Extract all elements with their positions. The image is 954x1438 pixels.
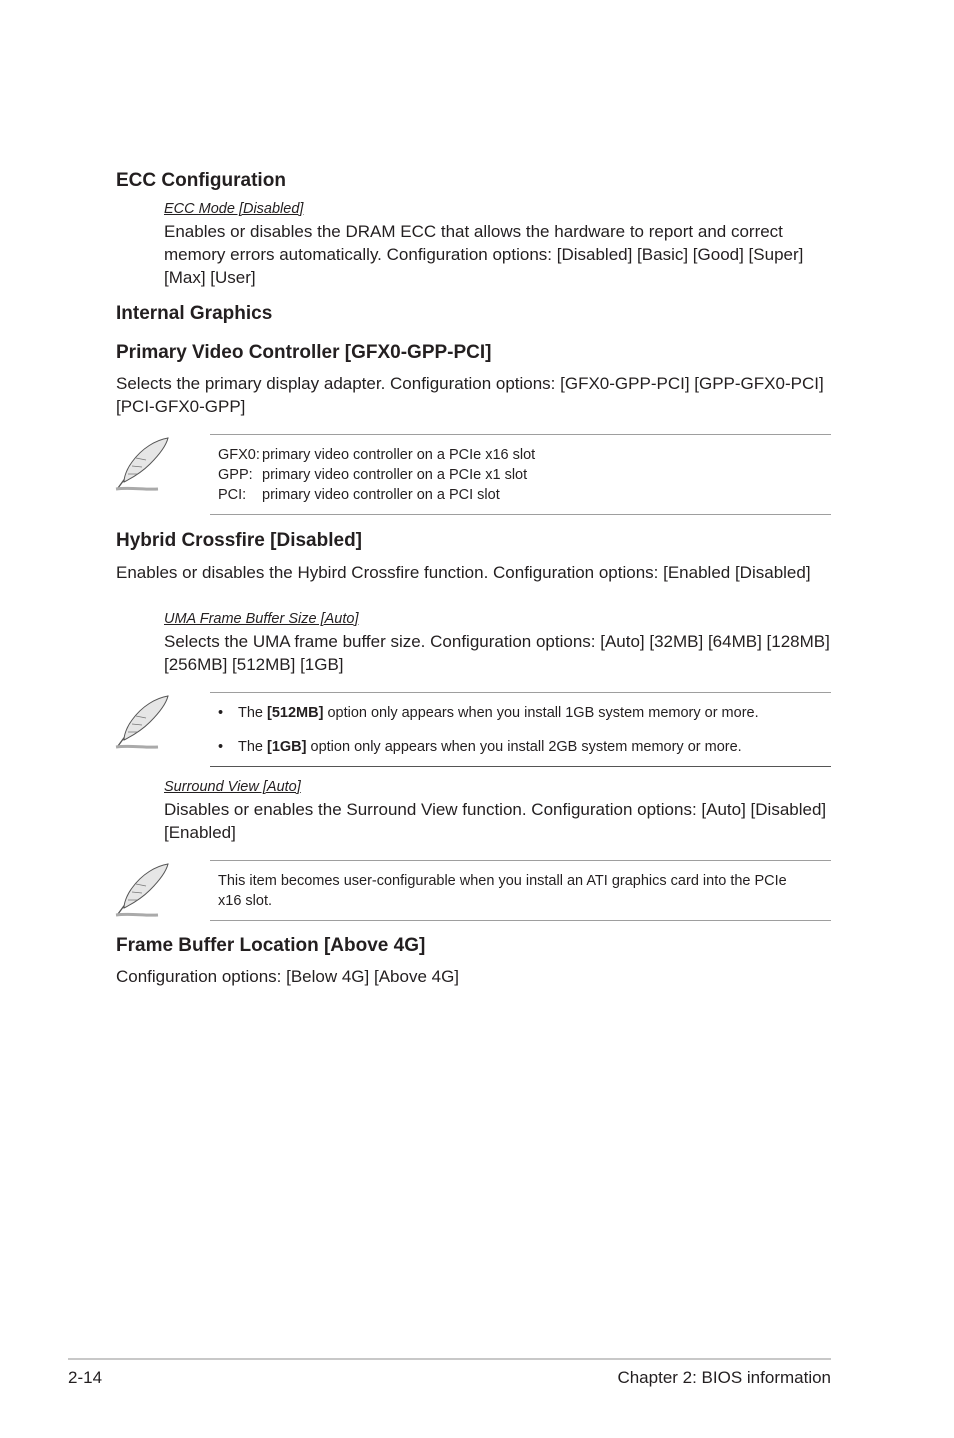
note-text-segment: option only appears when you install 2GB system memory or more. [306, 739, 742, 755]
note-bullet-item [218, 737, 818, 757]
note-row-pci [218, 485, 818, 505]
note-value: primary video controller on a PCIe x16 slot [262, 447, 536, 463]
note-text-segment: The [238, 739, 268, 755]
footer-rule [68, 1358, 831, 1360]
chapter-title: Chapter 2: BIOS information [617, 1368, 831, 1387]
feather-note-icon [112, 692, 174, 752]
section-heading-internal-graphics: Internal Graphics [116, 303, 273, 324]
note-bullet-item [218, 703, 818, 723]
hybrid-crossfire-description: Enables or disables the Hybird Crossfire function. Configuration options: [Enabled [Disabled] [116, 563, 811, 582]
note-key: PCI: [218, 487, 247, 503]
section-heading-ecc: ECC Configuration [116, 170, 286, 191]
note-key: GFX0: [218, 447, 260, 463]
ecc-mode-description: Enables or disables the DRAM ECC that allows the hardware to report and correct memory errors automatically. Configuration options: [Disabled] [Basic] [Good] [Super] [Max] [User] [164, 222, 804, 287]
note-bottom-rule [210, 766, 831, 767]
note-bottom-rule [210, 920, 831, 921]
note-bold-value: [512MB] [267, 705, 324, 721]
note-value: primary video controller on a PCI slot [262, 487, 500, 503]
section-heading-frame-buffer-location: Frame Buffer Location [Above 4G] [116, 935, 426, 956]
bullet-dot: • [218, 739, 224, 755]
feather-note-icon [112, 434, 174, 494]
frame-buffer-location-description: Configuration options: [Below 4G] [Above 4G] [116, 967, 460, 986]
primary-video-note [218, 445, 818, 505]
note-bold-value: [1GB] [267, 739, 307, 755]
section-heading-primary-video: Primary Video Controller [GFX0-GPP-PCI] [116, 342, 492, 363]
bullet-dot: • [218, 705, 224, 721]
surround-view-note: This item becomes user-configurable when you install an ATI graphics card into the PCIe x16 slot. [218, 873, 787, 909]
note-row-gpp [218, 465, 818, 485]
uma-frame-buffer-label: UMA Frame Buffer Size [Auto] [164, 611, 359, 627]
feather-note-icon [112, 860, 174, 920]
note-top-rule [210, 434, 831, 435]
note-bottom-rule [210, 514, 831, 515]
page-number: 2-14 [68, 1368, 103, 1387]
note-row-gfx0 [218, 445, 818, 465]
uma-note [218, 703, 818, 757]
ecc-mode-label: ECC Mode [Disabled] [164, 201, 304, 217]
note-value: primary video controller on a PCIe x1 slot [262, 467, 528, 483]
note-text-segment: option only appears when you install 1GB system memory or more. [323, 705, 759, 721]
note-key: GPP: [218, 467, 253, 483]
note-text-segment: The [238, 705, 268, 721]
section-heading-hybrid-crossfire: Hybrid Crossfire [Disabled] [116, 530, 362, 551]
primary-video-description: Selects the primary display adapter. Configuration options: [GFX0-GPP-PCI] [GPP-GFX0-PCI] [PCI-GFX0-GPP] [116, 374, 824, 416]
note-top-rule [210, 860, 831, 861]
uma-frame-buffer-description: Selects the UMA frame buffer size. Configuration options: [Auto] [32MB] [64MB] [128MB] [256MB] [512MB] [1GB] [164, 632, 830, 674]
surround-view-description: Disables or enables the Surround View function. Configuration options: [Auto] [Disabled] [Enabled] [164, 800, 827, 842]
note-top-rule [210, 692, 831, 693]
surround-view-label: Surround View [Auto] [164, 779, 301, 795]
